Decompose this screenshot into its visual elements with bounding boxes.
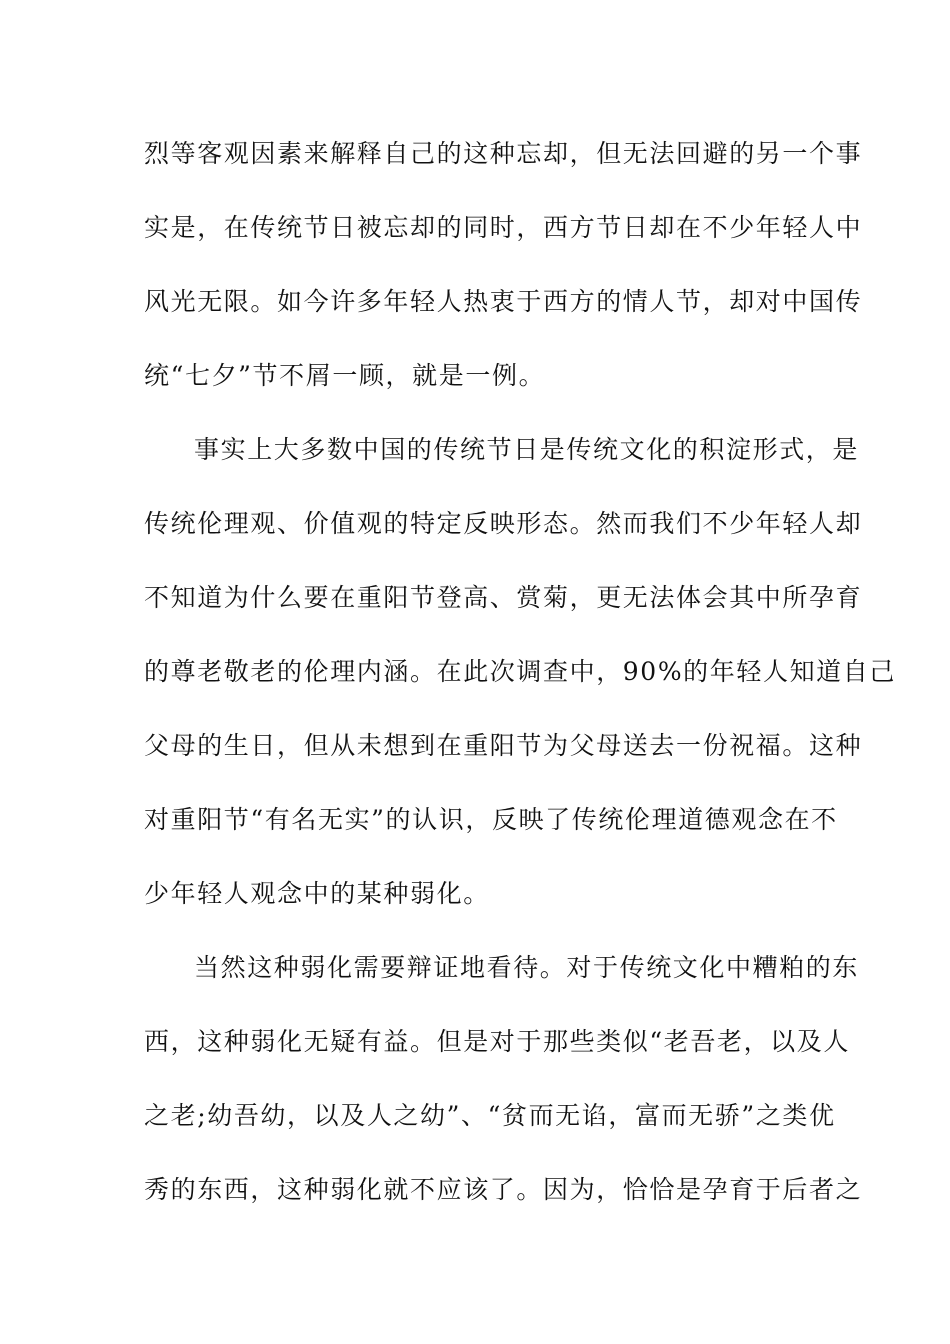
- text-line: 秀的东西，这种弱化就不应该了。因为，恰恰是孕育于后者之: [144, 1175, 863, 1204]
- text-line: 的尊老敬老的伦理内涵。在此次调查中，90%的年轻人知道自己: [144, 657, 896, 686]
- text-line: 少年轻人观念中的某种弱化。: [144, 879, 490, 908]
- text-line: 传统伦理观、价值观的特定反映形态。然而我们不少年轻人却: [144, 509, 863, 538]
- text-line: 统“七夕”节不屑一顾，就是一例。: [144, 361, 546, 390]
- text-line: 烈等客观因素来解释自己的这种忘却，但无法回避的另一个事: [144, 139, 863, 168]
- paragraph-first-line: 当然这种弱化需要辩证地看待。对于传统文化中糟粕的东: [194, 953, 860, 982]
- document-body: [144, 132, 896, 1242]
- text-line: 实是，在传统节日被忘却的同时，西方节日却在不少年轻人中: [144, 213, 863, 242]
- text-line: 对重阳节“有名无实”的认识，反映了传统伦理道德观念在不: [144, 805, 838, 834]
- text-line: 不知道为什么要在重阳节登高、赏菊，更无法体会其中所孕育: [144, 583, 863, 612]
- text-line: 之老;幼吾幼，以及人之幼”、“贫而无谄，富而无骄”之类优: [144, 1101, 836, 1130]
- text-line: 风光无限。如今许多年轻人热衷于西方的情人节，却对中国传: [144, 287, 863, 316]
- text-line: 父母的生日，但从未想到在重阳节为父母送去一份祝福。这种: [144, 731, 863, 760]
- text-line: 西，这种弱化无疑有益。但是对于那些类似“老吾老，以及人: [144, 1027, 850, 1056]
- paragraph-first-line: 事实上大多数中国的传统节日是传统文化的积淀形式，是: [194, 435, 860, 464]
